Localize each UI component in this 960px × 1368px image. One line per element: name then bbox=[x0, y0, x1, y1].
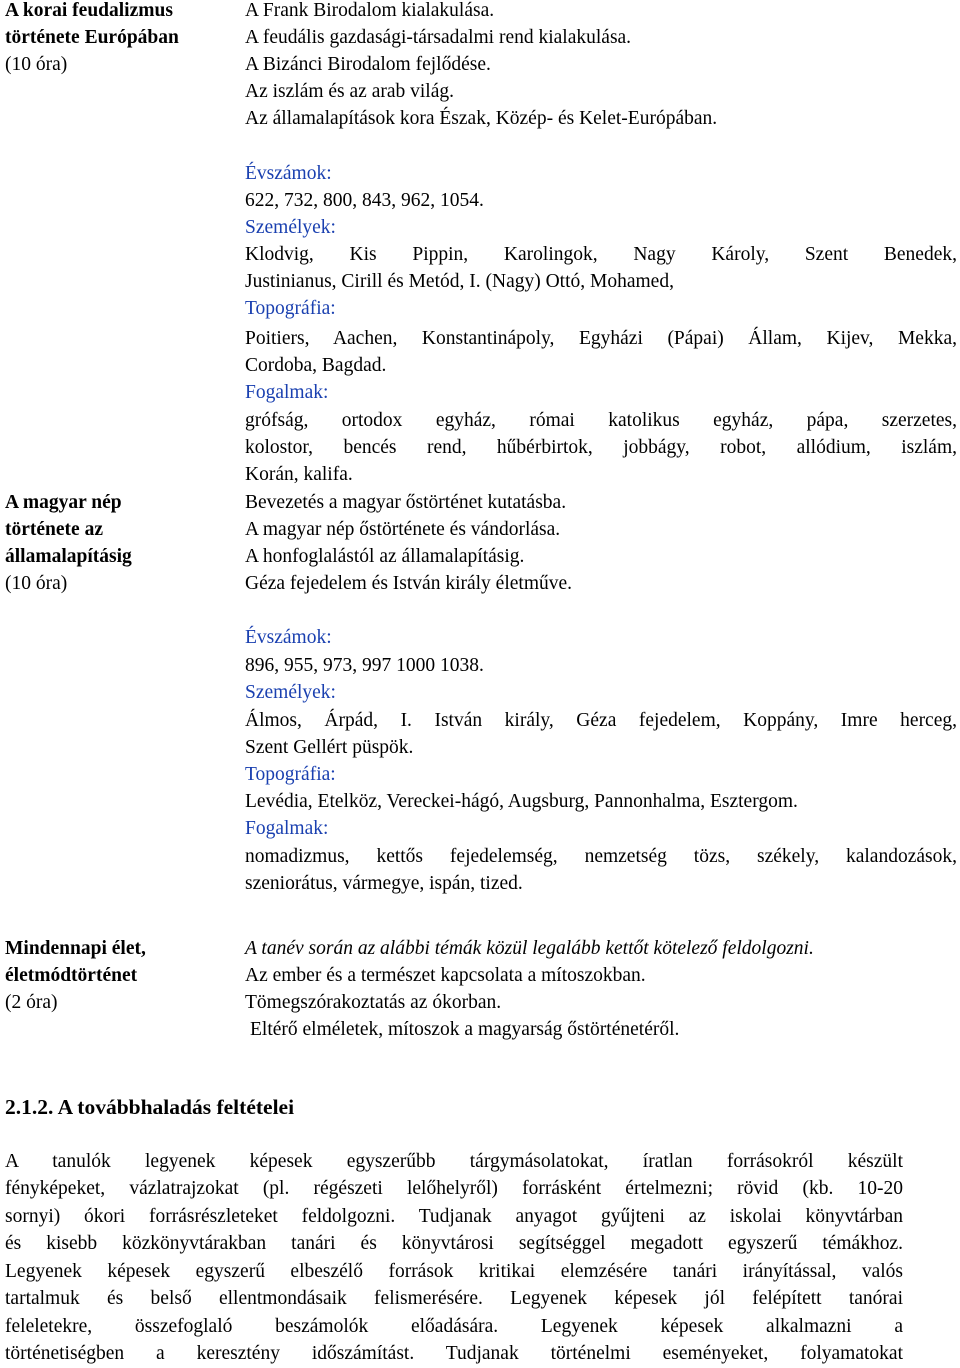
paragraph-line: és kisebb közkönyvtárakban tanári és könyvtárosi segítséggel megadott egyszerű témákhoz. bbox=[5, 1233, 903, 1254]
szemelyek-label: Személyek: bbox=[245, 217, 336, 238]
paragraph-line: feleletekre, összefoglaló beszámolók előadására. Legyenek képesek alkalmazni a bbox=[5, 1316, 903, 1337]
topic-line: Az iszlám és az arab világ. bbox=[245, 81, 454, 102]
topic-line: A feudális gazdasági-társadalmi rend kialakulása. bbox=[245, 27, 632, 48]
fogalmak-line: grófság, ortodox egyház, római katolikus egyház, pápa, szerzetes, bbox=[245, 410, 957, 431]
szemelyek-line: Justinianus, Cirill és Metód, I. (Nagy) Ottó, Mohamed, bbox=[245, 271, 674, 292]
topografia-label: Topográfia: bbox=[245, 298, 336, 319]
paragraph-line: tartalmuk és belső ellentmondásaik felismerésére. Legyenek képesek jól felépített tanórai bbox=[5, 1288, 903, 1309]
szemelyek-line: Álmos, Árpád, I. István király, Géza fejedelem, Koppány, Imre herceg, bbox=[245, 710, 957, 731]
evszamok-label: Évszámok: bbox=[245, 163, 332, 184]
section-title-line: története az bbox=[5, 519, 103, 540]
section-heading: 2.1.2. A továbbhaladás feltételei bbox=[5, 1095, 295, 1119]
paragraph-line: fényképeket, vázlatrajzokat (pl. régészeti lelőhelyről) forrásként értelmezni; rövid (kb. 10-20 bbox=[5, 1178, 903, 1199]
fogalmak-line: kolostor, bencés rend, hűbérbirtok, jobbágy, robot, allódium, iszlám, bbox=[245, 437, 957, 458]
evszamok-value: 622, 732, 800, 843, 962, 1054. bbox=[245, 190, 484, 211]
section-title-line: története Európában bbox=[5, 27, 179, 48]
topografia-line: Levédia, Etelköz, Vereckei-hágó, Augsburg, Pannonhalma, Esztergom. bbox=[245, 791, 798, 812]
section-title-line: államalapításig bbox=[5, 546, 132, 567]
szemelyek-line: Szent Gellért püspök. bbox=[245, 737, 414, 758]
topic-line: Géza fejedelem és István király életműve. bbox=[245, 573, 573, 594]
fogalmak-line: szeniorátus, vármegye, ispán, tized. bbox=[245, 873, 523, 894]
section-title-line: A korai feudalizmus bbox=[5, 0, 173, 21]
fogalmak-line: nomadizmus, kettős fejedelemség, nemzetség tözs, székely, kalandozások, bbox=[245, 846, 957, 867]
topic-line: Tömegszórakoztatás az ókorban. bbox=[245, 992, 502, 1013]
szemelyek-line: Klodvig, Kis Pippin, Karolingok, Nagy Károly, Szent Benedek, bbox=[245, 244, 957, 265]
paragraph-line: Legyenek képesek egyszerű elbeszélő források kritikai elemzésére tanári irányítással, valós bbox=[5, 1261, 903, 1282]
topografia-label: Topográfia: bbox=[245, 764, 336, 785]
section-title-line: A magyar nép bbox=[5, 492, 122, 513]
topic-line: Eltérő elméletek, mítoszok a magyarság őstörténetéről. bbox=[250, 1019, 680, 1040]
topografia-line: Cordoba, Bagdad. bbox=[245, 355, 387, 376]
evszamok-label: Évszámok: bbox=[245, 627, 332, 648]
topografia-line: Poitiers, Aachen, Konstantinápoly, Egyházi (Pápai) Állam, Kijev, Mekka, bbox=[245, 328, 957, 349]
paragraph-line: sornyi) ókori forrásrészleteket feldolgozni. Tudjanak anyagot gyűjteni az iskolai könyvtárban bbox=[5, 1206, 903, 1227]
topic-line: A magyar nép őstörténete és vándorlása. bbox=[245, 519, 561, 540]
section-hours: (2 óra) bbox=[5, 992, 58, 1013]
topic-line: A Bizánci Birodalom fejlődése. bbox=[245, 54, 491, 75]
fogalmak-label: Fogalmak: bbox=[245, 382, 329, 403]
section-note: A tanév során az alábbi témák közül legalább kettőt kötelező feldolgozni. bbox=[245, 938, 814, 959]
fogalmak-label: Fogalmak: bbox=[245, 818, 329, 839]
topic-line: A Frank Birodalom kialakulása. bbox=[245, 0, 495, 21]
evszamok-value: 896, 955, 973, 997 1000 1038. bbox=[245, 655, 484, 676]
topic-line: A honfoglalástól az államalapításig. bbox=[245, 546, 525, 567]
topic-line: Bevezetés a magyar őstörténet kutatásba. bbox=[245, 492, 567, 513]
section-hours: (10 óra) bbox=[5, 54, 68, 75]
topic-line: Az ember és a természet kapcsolata a mítoszokban. bbox=[245, 965, 646, 986]
paragraph-line: A tanulók legyenek képesek egyszerűbb tárgymásolatokat, íratlan forrásokról készült bbox=[5, 1151, 903, 1172]
section-title-line: Mindennapi élet, bbox=[5, 938, 146, 959]
fogalmak-line: Korán, kalifa. bbox=[245, 464, 353, 485]
paragraph-line: történetiségben a keresztény időszámítást. Tudjanak történelmi eseményeket, folyamatokat bbox=[5, 1343, 903, 1364]
szemelyek-label: Személyek: bbox=[245, 682, 336, 703]
topic-line: Az államalapítások kora Észak, Közép- és Kelet-Európában. bbox=[245, 108, 718, 129]
section-title-line: életmódtörténet bbox=[5, 965, 138, 986]
section-hours: (10 óra) bbox=[5, 573, 68, 594]
